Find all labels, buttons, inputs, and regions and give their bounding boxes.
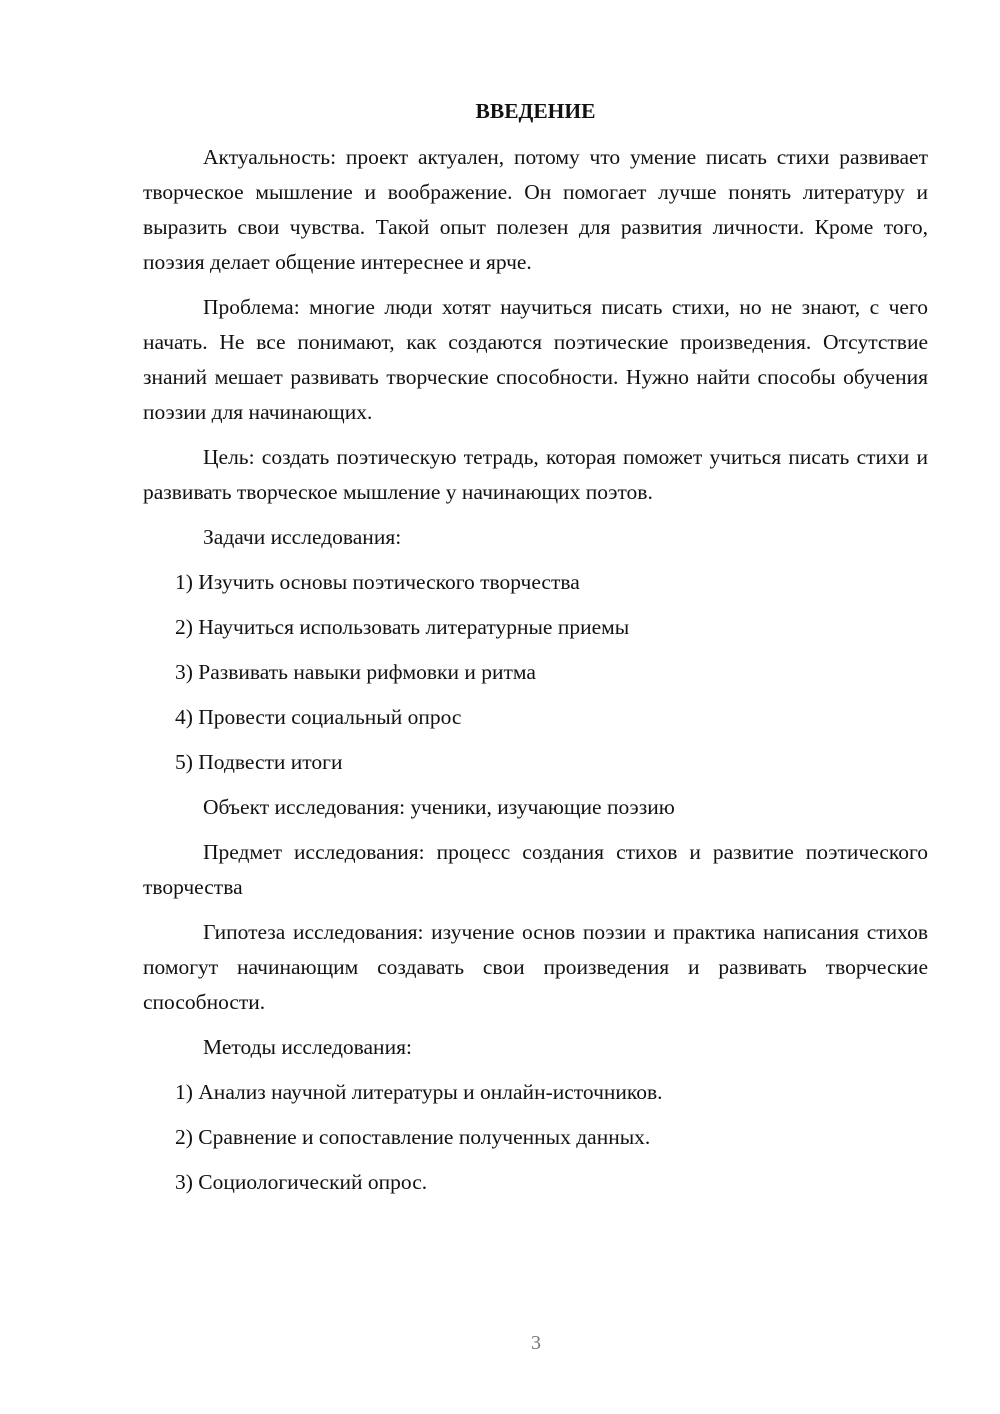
subject-paragraph: Предмет исследования: процесс создания стихов и развитие поэтического творчества bbox=[143, 840, 928, 899]
problem-paragraph: Проблема: многие люди хотят научиться писать стихи, но не знают, с чего начать. Не все понимают, как создаются поэтические произведения. Отсутствие знаний мешает развивать творческие способности. Нужно найти способы обучения поэзии для начинающих. bbox=[143, 295, 928, 424]
list-item: 2) Сравнение и сопоставление полученных данных. bbox=[175, 1125, 651, 1149]
methods-list bbox=[143, 1075, 928, 1200]
object-paragraph: Объект исследования: ученики, изучающие поэзию bbox=[203, 795, 675, 819]
page-number: 3 bbox=[531, 1332, 541, 1354]
list-item: 2) Научиться использовать литературные приемы bbox=[175, 615, 630, 639]
list-item: 5) Подвести итоги bbox=[175, 750, 343, 774]
tasks-heading: Задачи исследования: bbox=[203, 525, 402, 549]
tasks-list bbox=[143, 565, 928, 780]
list-item: 1) Анализ научной литературы и онлайн-источников. bbox=[175, 1080, 663, 1104]
section-title: ВВЕДЕНИЕ bbox=[475, 99, 596, 123]
hypothesis-paragraph: Гипотеза исследования: изучение основ поэзии и практика написания стихов помогут начинающим создавать свои произведения и развивать творческие способности. bbox=[143, 920, 928, 1014]
methods-heading: Методы исследования: bbox=[203, 1035, 412, 1059]
goal-paragraph: Цель: создать поэтическую тетрадь, которая поможет учиться писать стихи и развивать творческое мышление у начинающих поэтов. bbox=[143, 445, 928, 504]
document-page bbox=[143, 96, 928, 1210]
list-item: 3) Развивать навыки рифмовки и ритма bbox=[175, 660, 536, 684]
list-item: 1) Изучить основы поэтического творчества bbox=[175, 570, 580, 594]
list-item: 3) Социологический опрос. bbox=[175, 1170, 428, 1194]
list-item: 4) Провести социальный опрос bbox=[175, 705, 462, 729]
relevance-paragraph: Актуальность: проект актуален, потому что умение писать стихи развивает творческое мышление и воображение. Он помогает лучше понять литературу и выразить свои чувства. Такой опыт полезен для развития личности. Кроме того, поэзия делает общение интереснее и ярче. bbox=[143, 145, 928, 274]
